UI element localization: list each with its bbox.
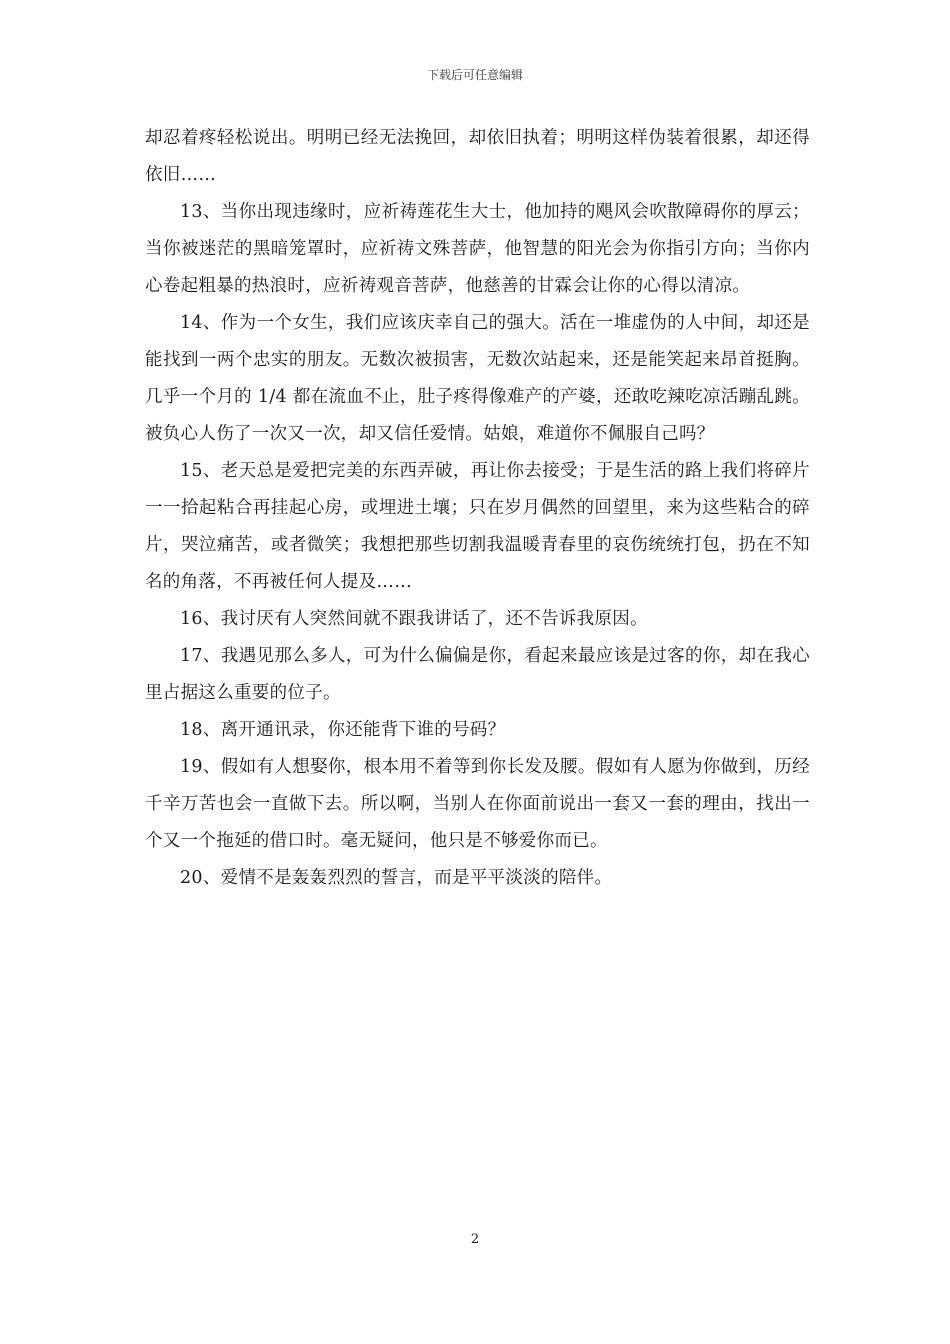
page-number: 2: [470, 1232, 480, 1247]
paragraph: 15、老天总是爱把完美的东西弄破，再让你去接受；于是生活的路上我们将碎片一一拾起粘合再挂起心房，或埋进土壤；只在岁月偶然的回望里，来为这些粘合的碎片，哭泣痛苦，或者微笑；我想把那些切割我温暖青春里的哀伤统统打包，扔在不知名的角落，不再被任何人提及……: [145, 461, 810, 592]
paragraph: 14、作为一个女生，我们应该庆幸自己的强大。活在一堆虚伪的人中间，却还是能找到一两个忠实的朋友。无数次被损害，无数次站起来，还是能笑起来昂首挺胸。几乎一个月的 1/4 都在流血不止，肚子疼得像难产的产婆，还敢吃辣吃凉活蹦乱跳。被负心人伤了一次又一次，却又信任爱情。姑娘，难道你不佩服自己吗？: [145, 313, 810, 444]
paragraph: 17、我遇见那么多人，可为什么偏偏是你，看起来最应该是过客的你，却在我心里占据这么重要的位子。: [145, 646, 810, 703]
paragraph: 16、我讨厌有人突然间就不跟我讲话了，还不告诉我原因。: [180, 609, 648, 629]
document-body: [145, 120, 810, 897]
paragraph: 20、爱情不是轰轰烈烈的誓言，而是平平淡淡的陪伴。: [180, 868, 613, 888]
page-header: 下载后可任意编辑: [426, 68, 523, 82]
paragraph: 却忍着疼轻松说出。明明已经无法挽回，却依旧执着；明明这样伪装着很累，却还得依旧……: [145, 128, 810, 185]
paragraph: 19、假如有人想娶你，根本用不着等到你长发及腰。假如有人愿为你做到，历经千辛万苦也会一直做下去。所以啊，当别人在你面前说出一套又一套的理由，找出一个又一个拖延的借口时。毫无疑问，他只是不够爱你而已。: [145, 757, 810, 851]
paragraph: 13、当你出现违缘时，应祈祷莲花生大士，他加持的飓风会吹散障碍你的厚云；当你被迷茫的黑暗笼罩时，应祈祷文殊菩萨，他智慧的阳光会为你指引方向；当你内心卷起粗暴的热浪时，应祈祷观音菩萨，他慈善的甘霖会让你的心得以清凉。: [145, 202, 810, 296]
paragraph: 18、离开通讯录，你还能背下谁的号码？: [180, 720, 506, 740]
